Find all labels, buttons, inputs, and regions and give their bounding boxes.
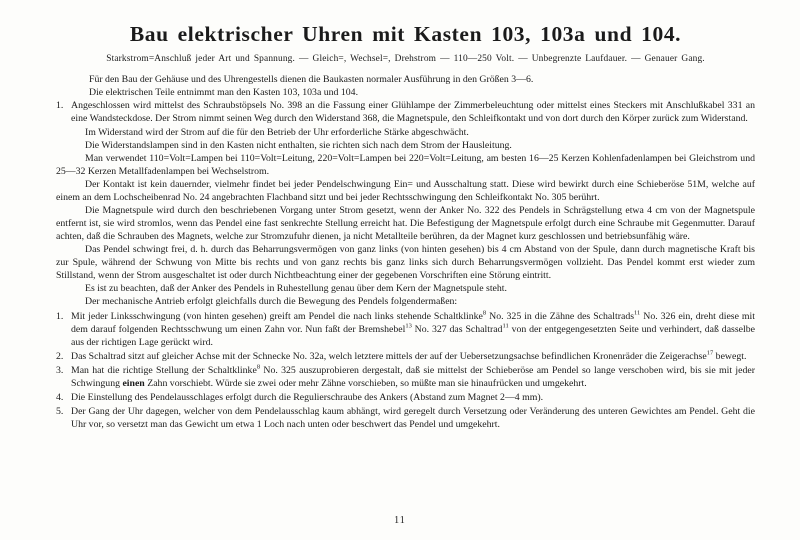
intro-paragraph: Die elektrischen Teile entnimmt man den Kasten 103, 103a und 104. bbox=[89, 87, 359, 98]
item-text: Das Schaltrad sitzt auf gleicher Achse mit der Schnecke No. 32a, welch letztere mittels der auf der Uebersetzungsachse befindlichen Kronenräder die Zeigerachse$^{17}$ bewegt. bbox=[71, 349, 747, 362]
numbered-paragraph-connection bbox=[56, 99, 755, 125]
list-item bbox=[56, 391, 755, 404]
body-paragraph: Im Widerstand wird der Strom auf die für den Betrieb der Uhr erforderliche Stärke abgeschwächt. bbox=[85, 127, 469, 138]
item-number: 4. bbox=[56, 392, 64, 403]
item-number: 1. bbox=[56, 100, 64, 111]
page-subtitle: Starkstrom=Anschluß jeder Art und Spannung. — Gleich=, Wechsel=, Drehstrom — 110—250 Volt. — Unbegrenzte Laufdauer. — Genauer Gang. bbox=[106, 54, 705, 64]
body-paragraph: Die Widerstandslampen sind in den Kasten nicht enthalten, sie richten sich nach dem Strom der Hausleitung. bbox=[85, 140, 512, 151]
item-text: Angeschlossen wird mittelst des Schraubstöpsels No. 398 an die Fassung einer Glühlampe der Zimmerbeleuchtung oder mittelst eines Steckers mit Anschlußkabel 331 an eine Wandsteckdose. Der Strom nimmt seinen Weg durch den Widerstand 368, die Magnetspule, den Schleifkontakt und von dort durch den Körper zurück zum Widerstand. bbox=[71, 100, 755, 124]
list-item bbox=[56, 364, 755, 390]
item-number: 1. bbox=[56, 311, 64, 322]
body-paragraph: Die Magnetspule wird durch den beschriebenen Vorgang unter Strom gesetzt, wenn der Anker No. 322 des Pendels in Schrägstellung etwa 4 cm von der Magnetspule entfernt ist, sie wird stromlos, wenn das Pendel eine fast senkrechte Stellung erreicht hat. Die Befestigung der Magnetspule erfolgt durch eine Schraube mit Gegenmutter. Darauf achten, daß die Schrauben des Magnets, welche zur Stromzufuhr dienen, ja nicht Metallteile berühren, da der Magnet kurz geschlossen und betriebsunfähig wäre. bbox=[56, 205, 755, 242]
list-item bbox=[56, 310, 755, 349]
intro-paragraph: Für den Bau der Gehäuse und des Uhrengestells dienen die Baukasten normaler Ausführung in den Größen 3—6. bbox=[89, 74, 534, 85]
page-title: Bau elektrischer Uhren mit Kasten 103, 103a und 104. bbox=[129, 22, 682, 46]
item-number: 3. bbox=[56, 365, 64, 376]
page-number: 11 bbox=[394, 515, 406, 526]
item-text: Mit jeder Linksschwingung (von hinten gesehen) greift am Pendel die nach links stehende Schaltklinke$^8$ No. 325 in die Zähne des Schaltrads$^{11}$ No. 326 ein, dreht diese mit dem darauf folgenden Rechtsschwung um einen Zahn vor. Nun faßt der Bremshebel$^{13}$ No. 327 das Schaltrad$^{11}$ von der entgegengesetzten Seite und verhindert, daß dasselbe aus der richtigen Lage gerückt wird. bbox=[71, 309, 755, 348]
list-item bbox=[56, 350, 755, 363]
body-paragraph: Man verwendet 110=Volt=Lampen bei 110=Volt=Leitung, 220=Volt=Lampen bei 220=Volt=Leitung, am besten 16—25 Kerzen Kohlenfadenlampen bei Gleichstrom und 25—32 Kerzen Metallfadenlampen bei Wechselstrom. bbox=[56, 153, 755, 177]
list-intro-paragraph: Der mechanische Antrieb erfolgt gleichfalls durch die Bewegung des Pendels folgendermaßen: bbox=[85, 296, 458, 307]
item-text: Die Einstellung des Pendelausschlages erfolgt durch die Regulierschraube des Ankers (Abstand zum Magnet 2—4 mm). bbox=[71, 392, 544, 403]
item-number: 2. bbox=[56, 351, 64, 362]
list-item bbox=[56, 405, 755, 431]
body-paragraph: Der Kontakt ist kein dauernder, vielmehr findet bei jeder Pendelschwingung Ein= und Ausschaltung statt. Diese wird bewirkt durch eine Schieberöse 51M, welche auf einem an dem Lochscheibenrad No. 24 angebrachten Flachband sitzt und bei jeder Rechtsschwingung den Schleifkontakt No. 305 berührt. bbox=[56, 179, 755, 203]
mechanism-steps-list bbox=[56, 310, 755, 431]
item-number: 5. bbox=[56, 406, 64, 417]
item-text: Der Gang der Uhr dagegen, welcher von dem Pendelausschlag kaum abhängt, wird geregelt durch Versetzung oder Veränderung des unteren Gewichtes am Pendel. Geht die Uhr vor, so versetzt man das Gewicht um etwa 1 Loch nach unten oder beschwert das Pendel und umgekehrt. bbox=[71, 406, 755, 430]
body-paragraph: Es ist zu beachten, daß der Anker des Pendels in Ruhestellung genau über dem Kern der Magnetspule steht. bbox=[85, 283, 507, 294]
body-paragraph: Das Pendel schwingt frei, d. h. durch das Beharrungsvermögen von ganz links (von hinten gesehen) bis 4 cm Abstand von der Spule, dann durch magnetische Kraft bis zur Spule, während der Schwung von Mitte bis rechts und von ganz rechts bis ganz links sich durch Beharrungsvermögen vollzieht. Das Pendel kommt erst wieder zum Stillstand, wenn der Strom ausgeschaltet ist oder durch Nichtbeachtung einer der gegebenen Vorschriften eine Störung eintritt. bbox=[56, 244, 755, 281]
page-body bbox=[56, 73, 755, 431]
item-text: Man hat die richtige Stellung der Schaltklinke$^8$ No. 325 auszuprobieren dergestalt, daß sie mittelst der Schieberöse am Pendel so lange verschoben wird, bis sie mit jeder Schwingung einen Zahn vorschiebt. Würde sie zwei oder mehr Zähne vorschieben, so müßte man sie hinaufrücken und umgekehrt. bbox=[71, 363, 756, 389]
